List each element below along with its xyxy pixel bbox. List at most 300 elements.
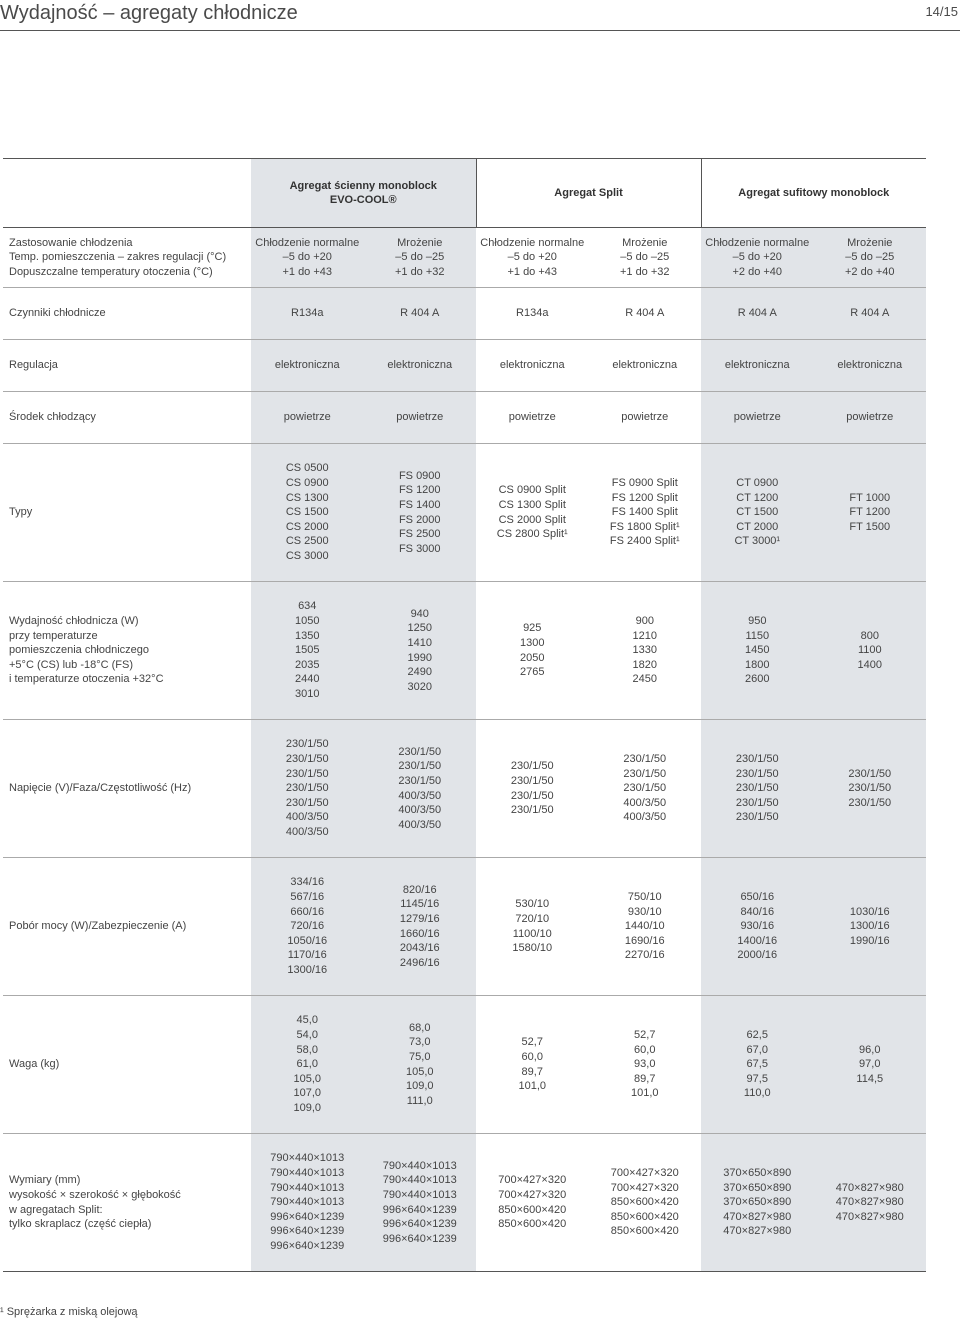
cell-line: +1 do +32 [394, 265, 445, 278]
cell-line: 1030/16 [849, 905, 890, 918]
cell-line: R134a [516, 307, 549, 320]
table-cell [701, 228, 814, 288]
table-cell [476, 392, 589, 444]
cell-line: 1400/16 [737, 934, 778, 947]
cell-line: FS 2500 [398, 528, 441, 541]
cell-line: 1300/16 [287, 963, 328, 976]
table-cell [589, 288, 702, 340]
cell-line: 230/1/50 [848, 782, 892, 795]
table-cell [364, 858, 477, 996]
table-cell [364, 1134, 477, 1272]
table-cell [701, 392, 814, 444]
cell-line: 67,5 [746, 1058, 768, 1071]
cell-line: FS 2000 [398, 513, 441, 526]
cell-line: 105,0 [293, 1072, 322, 1085]
cell-line: powietrze [733, 411, 781, 424]
table-cell [814, 858, 927, 996]
row-label-line: tylko skraplacz (część ciepła) [9, 1218, 152, 1231]
cell-line: 52,7 [634, 1029, 656, 1042]
cell-line: 2000/16 [737, 949, 778, 962]
cell-line: powietrze [283, 411, 331, 424]
header-ceiling: Agregat sufitowy monoblock [701, 159, 926, 228]
row-label-line: Zastosowanie chłodzenia [9, 236, 133, 249]
cell-line: –5 do –25 [845, 251, 895, 264]
cell-line: 1170/16 [287, 949, 327, 962]
table-cell [589, 340, 702, 392]
table-cell [476, 444, 589, 582]
cell-line: 996×640×1239 [270, 1210, 345, 1223]
cell-line: 400/3/50 [398, 818, 442, 831]
cell-line: 114,5 [856, 1072, 884, 1085]
header-spacer [3, 159, 251, 228]
cell-line: 230/1/50 [510, 789, 554, 802]
cell-line: 996×640×1239 [270, 1225, 345, 1238]
cell-line: 1300 [520, 636, 545, 649]
cell-line: 1300/16 [849, 920, 890, 933]
row-label-line: i temperaturze otoczenia +32°C [9, 673, 164, 686]
cell-line: 1990/16 [849, 934, 890, 947]
cell-line: 97,5 [746, 1072, 768, 1085]
cell-line: elektroniczna [837, 359, 903, 372]
table-cell [589, 720, 702, 858]
table-cell [476, 1134, 589, 1272]
cell-line: 230/1/50 [285, 753, 329, 766]
cell-line: 62,5 [746, 1029, 768, 1042]
cell-line: 470×827×980 [835, 1210, 904, 1223]
cell-line: CS 1500 [285, 506, 329, 519]
cell-line: 790×440×1013 [382, 1174, 457, 1187]
table-cell [589, 858, 702, 996]
cell-line: 700×427×320 [498, 1188, 567, 1201]
cell-line: 97,0 [859, 1058, 881, 1071]
cell-line: –5 do –25 [395, 251, 445, 264]
cell-line: 2600 [745, 673, 770, 686]
table-cell [364, 444, 477, 582]
cell-line: 400/3/50 [285, 825, 329, 838]
cell-line: 89,7 [634, 1072, 656, 1085]
table-row [3, 582, 926, 720]
cell-line: +1 do +43 [507, 265, 558, 278]
table-cell [251, 228, 364, 288]
row-label [3, 444, 251, 582]
cell-line: Mrożenie [397, 236, 443, 249]
cell-line: 750/10 [627, 891, 662, 904]
cell-line: 650/16 [740, 891, 775, 904]
table-cell [251, 392, 364, 444]
table-cell [589, 1134, 702, 1272]
cell-line: 470×827×980 [723, 1210, 792, 1223]
header-evo-cool-line1: Agregat ścienny monoblock [289, 180, 437, 192]
cell-line: 68,0 [409, 1021, 431, 1034]
cell-line: 1050/16 [287, 934, 328, 947]
table-cell [251, 996, 364, 1134]
cell-line: 1800 [745, 658, 770, 671]
table-cell [701, 340, 814, 392]
cell-line: 790×440×1013 [382, 1159, 457, 1172]
row-label-line: w agregatach Split: [9, 1203, 103, 1216]
cell-line: FS 1400 [398, 498, 441, 511]
cell-line: 75,0 [409, 1050, 431, 1063]
cell-line: 2440 [295, 673, 320, 686]
cell-line: 370×650×890 [723, 1181, 792, 1194]
table-cell [701, 582, 814, 720]
table-cell [814, 996, 927, 1134]
cell-line: powietrze [396, 411, 444, 424]
table-cell [589, 582, 702, 720]
cell-line: R 404 A [400, 307, 440, 320]
cell-line: 660/16 [290, 905, 325, 918]
cell-line: 89,7 [521, 1065, 543, 1078]
cell-line: 230/1/50 [510, 804, 554, 817]
table-cell [701, 1134, 814, 1272]
cell-line: CT 1200 [736, 491, 779, 504]
cell-line: 850×600×420 [610, 1210, 679, 1223]
cell-line: 230/1/50 [623, 782, 667, 795]
table-row [3, 1134, 926, 1272]
table-cell [251, 444, 364, 582]
cell-line: 230/1/50 [848, 796, 892, 809]
row-label-line: Waga (kg) [9, 1058, 60, 1071]
cell-line: 2050 [520, 651, 545, 664]
table-cell [814, 582, 927, 720]
table-cell [364, 340, 477, 392]
table-cell [251, 582, 364, 720]
cell-line: 52,7 [521, 1036, 543, 1049]
cell-line: 111,0 [406, 1094, 433, 1107]
cell-line: 900 [635, 615, 654, 628]
table-cell [364, 996, 477, 1134]
table-cell [251, 720, 364, 858]
cell-line: CS 2500 [285, 535, 329, 548]
cell-line: 73,0 [409, 1036, 431, 1049]
cell-line: 996×640×1239 [270, 1239, 345, 1252]
page-title: Wydajność – agregaty chłodnicze [0, 2, 298, 24]
cell-line: 93,0 [634, 1058, 656, 1071]
cell-line: 470×827×980 [723, 1225, 792, 1238]
cell-line: 470×827×980 [835, 1181, 904, 1194]
table-cell [701, 858, 814, 996]
table-cell [476, 582, 589, 720]
cell-line: FS 1800 Split¹ [609, 520, 680, 533]
cell-line: 790×440×1013 [270, 1196, 345, 1209]
cell-line: 60,0 [521, 1050, 543, 1063]
cell-line: 400/3/50 [623, 811, 667, 824]
cell-line: 1400 [857, 658, 882, 671]
header-rule [0, 30, 960, 31]
cell-line: 400/3/50 [398, 789, 442, 802]
cell-line: 400/3/50 [398, 804, 442, 817]
row-label-line: Wydajność chłodnicza (W) [9, 615, 139, 628]
row-label [3, 720, 251, 858]
cell-line: 230/1/50 [735, 796, 779, 809]
cell-line: 530/10 [515, 898, 550, 911]
row-label [3, 288, 251, 340]
table-cell [589, 392, 702, 444]
cell-line: 996×640×1239 [382, 1218, 457, 1231]
cell-line: 61,0 [296, 1058, 318, 1071]
row-label-line: Środek chłodzący [9, 411, 96, 424]
cell-line: CS 2000 Split [498, 513, 566, 526]
table-cell [476, 340, 589, 392]
cell-line: 840/16 [740, 905, 775, 918]
cell-line: 109,0 [293, 1101, 322, 1114]
cell-line: 230/1/50 [735, 767, 779, 780]
cell-line: powietrze [846, 411, 894, 424]
row-label [3, 392, 251, 444]
cell-line: Mrożenie [847, 236, 893, 249]
table-row [3, 340, 926, 392]
table-cell [814, 392, 927, 444]
spec-table [3, 158, 926, 1272]
cell-line: R 404 A [625, 307, 665, 320]
cell-line: 2490 [407, 666, 432, 679]
cell-line: FT 1200 [849, 506, 891, 519]
cell-line: 1050 [295, 615, 320, 628]
cell-line: FS 2400 Split¹ [609, 535, 680, 548]
cell-line: 940 [410, 607, 429, 620]
cell-line: 1250 [407, 622, 432, 635]
cell-line: 820/16 [402, 883, 437, 896]
table-cell [251, 858, 364, 996]
table-cell [814, 720, 927, 858]
cell-line: 230/1/50 [510, 774, 554, 787]
cell-line: FS 1400 Split [611, 506, 678, 519]
table-cell [589, 444, 702, 582]
cell-line: 720/16 [290, 920, 325, 933]
cell-line: 1440/10 [624, 920, 665, 933]
table-cell [589, 996, 702, 1134]
cell-line: 230/1/50 [285, 738, 329, 751]
header-evo-cool [251, 159, 476, 228]
table-cell [364, 392, 477, 444]
cell-line: CS 0900 Split [498, 484, 566, 497]
cell-line: 790×440×1013 [382, 1188, 457, 1201]
cell-line: 1150 [745, 629, 770, 642]
row-label-line: Pobór mocy (W)/Zabezpieczenie (A) [9, 920, 187, 933]
table-cell [814, 340, 927, 392]
cell-line: CT 2000 [736, 520, 779, 533]
cell-line: 1660/16 [399, 927, 440, 940]
cell-line: –5 do –25 [620, 251, 670, 264]
header-split: Agregat Split [476, 159, 701, 228]
row-label-line: pomieszczenia chłodniczego [9, 644, 150, 657]
cell-line: 2043/16 [399, 942, 440, 955]
cell-line: FS 0900 [398, 469, 441, 482]
cell-line: FS 3000 [398, 542, 441, 555]
cell-line: CT 0900 [736, 477, 779, 490]
cell-line: 930/16 [740, 920, 775, 933]
table-cell [701, 996, 814, 1134]
table-cell [476, 288, 589, 340]
cell-line: 470×827×980 [835, 1196, 904, 1209]
table-cell [701, 720, 814, 858]
table-row [3, 228, 926, 288]
cell-line: 101,0 [518, 1080, 547, 1093]
cell-line: 334/16 [290, 876, 325, 889]
cell-line: elektroniczna [387, 359, 453, 372]
table-cell [476, 228, 589, 288]
row-label [3, 858, 251, 996]
row-label-line: wysokość × szerokość × głębokość [9, 1188, 181, 1201]
cell-line: 230/1/50 [398, 745, 442, 758]
cell-line: Mrożenie [622, 236, 668, 249]
page-number: 14/15 [925, 4, 958, 19]
row-label [3, 228, 251, 288]
cell-line: –5 do +20 [282, 251, 332, 264]
cell-line: Chłodzenie normalne [705, 236, 810, 249]
cell-line: CS 2000 [285, 520, 329, 533]
cell-line: CS 1300 [285, 491, 329, 504]
cell-line: elektroniczna [612, 359, 678, 372]
cell-line: 790×440×1013 [270, 1181, 345, 1194]
cell-line: 1279/16 [399, 912, 440, 925]
cell-line: Chłodzenie normalne [480, 236, 585, 249]
cell-line: 850×600×420 [498, 1203, 567, 1216]
table-row [3, 996, 926, 1134]
header-evo-cool-line2: EVO-COOL® [329, 194, 397, 206]
cell-line: 1330 [632, 644, 657, 657]
cell-line: FS 1200 Split [611, 491, 678, 504]
table-cell [251, 340, 364, 392]
cell-line: 700×427×320 [498, 1174, 567, 1187]
cell-line: 1580/10 [512, 942, 553, 955]
row-label [3, 340, 251, 392]
table-cell [251, 1134, 364, 1272]
cell-line: 230/1/50 [285, 767, 329, 780]
cell-line: 1990 [407, 651, 432, 664]
row-label-line: Napięcie (V)/Faza/Częstotliwość (Hz) [9, 782, 192, 795]
cell-line: 1690/16 [624, 934, 665, 947]
cell-line: 567/16 [290, 891, 325, 904]
table-cell [814, 1134, 927, 1272]
cell-line: 45,0 [296, 1014, 318, 1027]
cell-line: 230/1/50 [735, 782, 779, 795]
cell-line: 230/1/50 [510, 760, 554, 773]
cell-line: 3020 [407, 680, 432, 693]
cell-line: 700×427×320 [610, 1167, 679, 1180]
cell-line: 60,0 [634, 1043, 656, 1056]
footnote: ¹ Sprężarka z miską olejową [0, 1306, 138, 1318]
cell-line: FS 0900 Split [611, 477, 678, 490]
cell-line: CS 0900 [285, 477, 329, 490]
table-cell [364, 288, 477, 340]
table-cell [364, 228, 477, 288]
table-cell [364, 582, 477, 720]
cell-line: 230/1/50 [623, 753, 667, 766]
cell-line: 230/1/50 [285, 782, 329, 795]
table-cell [589, 228, 702, 288]
row-label-line: Regulacja [9, 359, 58, 372]
cell-line: 634 [298, 600, 317, 613]
cell-line: R 404 A [737, 307, 777, 320]
table-row [3, 858, 926, 996]
cell-line: 105,0 [405, 1065, 434, 1078]
cell-line: 101,0 [630, 1087, 659, 1100]
cell-line: 96,0 [859, 1043, 881, 1056]
cell-line: 400/3/50 [285, 811, 329, 824]
cell-line: 230/1/50 [735, 753, 779, 766]
cell-line: 2450 [632, 673, 657, 686]
cell-line: 1350 [295, 629, 320, 642]
cell-line: CT 1500 [736, 506, 779, 519]
cell-line: 230/1/50 [285, 796, 329, 809]
cell-line: 1145/16 [400, 898, 440, 911]
row-label-line: Wymiary (mm) [9, 1174, 81, 1187]
table-cell [476, 858, 589, 996]
row-label [3, 582, 251, 720]
cell-line: 925 [523, 622, 542, 635]
cell-line: FT 1500 [849, 520, 891, 533]
cell-line: 850×600×420 [498, 1218, 567, 1231]
cell-line: 1210 [632, 629, 657, 642]
table-cell [476, 996, 589, 1134]
cell-line: 2765 [520, 666, 545, 679]
table-row [3, 444, 926, 582]
cell-line: +1 do +43 [282, 265, 333, 278]
cell-line: –5 do +20 [732, 251, 782, 264]
row-label [3, 996, 251, 1134]
cell-line: 370×650×890 [723, 1196, 792, 1209]
table-cell [814, 228, 927, 288]
cell-line: FS 1200 [398, 484, 441, 497]
cell-line: 850×600×420 [610, 1225, 679, 1238]
cell-line: 230/1/50 [848, 767, 892, 780]
row-label [3, 1134, 251, 1272]
cell-line: powietrze [508, 411, 556, 424]
cell-line: 54,0 [296, 1029, 318, 1042]
cell-line: 110,0 [743, 1087, 771, 1100]
cell-line: R 404 A [850, 307, 890, 320]
table-cell [364, 720, 477, 858]
cell-line: 1505 [295, 644, 320, 657]
cell-line: 930/10 [627, 905, 662, 918]
cell-line: +2 do +40 [844, 265, 895, 278]
cell-line: CS 2800 Split¹ [496, 528, 568, 541]
table-cell [701, 444, 814, 582]
row-label-line: przy temperaturze [9, 629, 98, 642]
table-cell [814, 444, 927, 582]
cell-line: 370×650×890 [723, 1167, 792, 1180]
cell-line: 2035 [295, 658, 320, 671]
row-label-line: Temp. pomieszczenia – zakres regulacji (°C) [9, 251, 227, 264]
table-cell [814, 288, 927, 340]
cell-line: 230/1/50 [735, 811, 779, 824]
row-label-line: Czynniki chłodnicze [9, 307, 106, 320]
cell-line: +2 do +40 [732, 265, 783, 278]
cell-line: 950 [748, 615, 767, 628]
row-label-line: Dopuszczalne temperatury otoczenia (°C) [9, 265, 213, 278]
table-row [3, 392, 926, 444]
table-row [3, 288, 926, 340]
cell-line: elektroniczna [499, 359, 565, 372]
cell-line: 790×440×1013 [270, 1152, 345, 1165]
cell-line: R134a [291, 307, 324, 320]
table-cell [251, 288, 364, 340]
cell-line: 850×600×420 [610, 1196, 679, 1209]
cell-line: +1 do +32 [619, 265, 670, 278]
cell-line: 1450 [745, 644, 770, 657]
cell-line: elektroniczna [274, 359, 340, 372]
cell-line: 230/1/50 [623, 767, 667, 780]
cell-line: 230/1/50 [398, 774, 442, 787]
cell-line: 3010 [295, 687, 320, 700]
cell-line: CS 1300 Split [498, 498, 566, 511]
cell-line: 2270/16 [624, 949, 665, 962]
row-label-line: +5°C (CS) lub -18°C (FS) [9, 658, 134, 671]
cell-line: 230/1/50 [398, 760, 442, 773]
cell-line: –5 do +20 [507, 251, 557, 264]
cell-line: 996×640×1239 [382, 1203, 457, 1216]
